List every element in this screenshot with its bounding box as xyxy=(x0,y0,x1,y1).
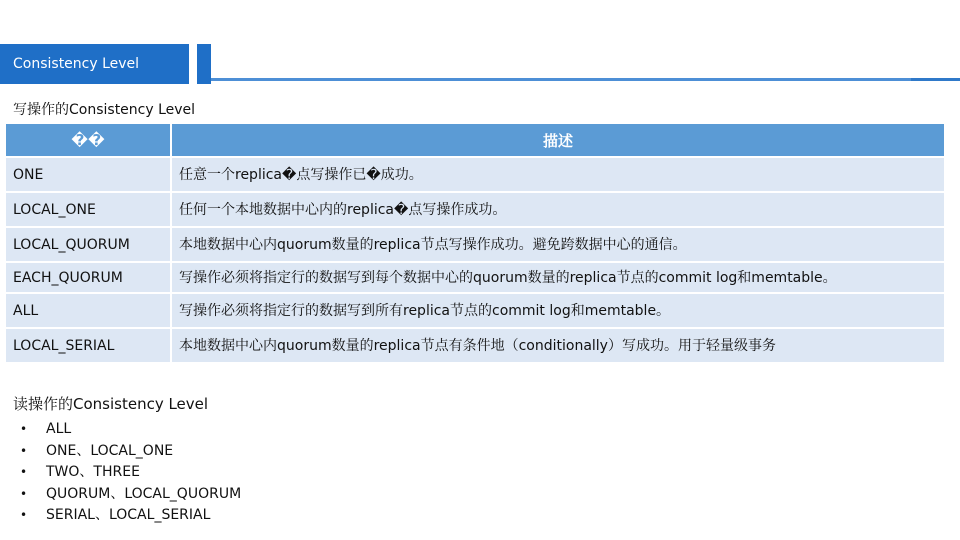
description-cell: 任何一个本地数据中心内的replica�点写操作成功。 xyxy=(172,193,944,226)
read-levels-list xyxy=(20,419,241,527)
list-item xyxy=(20,484,241,506)
read-section-title: 读操作的Consistency Level xyxy=(13,395,209,413)
bullet-icon: • xyxy=(20,486,28,501)
title-accent-block xyxy=(197,44,211,84)
list-item-label: SERIAL、LOCAL_SERIAL xyxy=(46,507,211,524)
write-consistency-table xyxy=(6,122,944,364)
list-item xyxy=(20,505,241,527)
list-item xyxy=(20,462,241,484)
bullet-icon: • xyxy=(20,465,28,480)
table-row xyxy=(6,329,944,362)
column-header-level: �� xyxy=(6,124,172,156)
description-cell: 写操作必须将指定行的数据写到每个数据中心的quorum数量的replica节点的commit log和memtable。 xyxy=(172,263,944,292)
level-cell: LOCAL_SERIAL xyxy=(6,329,172,362)
title-underline-end xyxy=(911,78,960,81)
bullet-icon: • xyxy=(20,443,28,458)
level-cell: ALL xyxy=(6,294,172,327)
list-item-label: TWO、THREE xyxy=(46,464,140,481)
column-header-description: 描述 xyxy=(172,124,944,156)
list-item-label: QUORUM、LOCAL_QUORUM xyxy=(46,485,242,502)
table-row xyxy=(6,263,944,292)
table-row xyxy=(6,158,944,191)
level-cell: LOCAL_QUORUM xyxy=(6,228,172,261)
list-item-label: ALL xyxy=(46,421,72,437)
table-row xyxy=(6,193,944,226)
bullet-icon: • xyxy=(20,508,28,523)
description-cell: 任意一个replica�点写操作已�成功。 xyxy=(172,158,944,191)
bullet-icon: • xyxy=(20,422,28,436)
table-row xyxy=(6,294,944,327)
list-item xyxy=(20,419,241,441)
table-header-row xyxy=(6,124,944,156)
slide-title-bar xyxy=(0,44,189,84)
description-cell: 写操作必须将指定行的数据写到所有replica节点的commit log和memtable。 xyxy=(172,294,944,327)
table-row xyxy=(6,228,944,261)
level-cell: LOCAL_ONE xyxy=(6,193,172,226)
description-cell: 本地数据中心内quorum数量的replica节点有条件地（conditionally）写成功。用于轻量级事务 xyxy=(172,329,944,362)
level-cell: ONE xyxy=(6,158,172,191)
list-item-label: ONE、LOCAL_ONE xyxy=(46,442,174,459)
list-item xyxy=(20,441,241,463)
level-cell: EACH_QUORUM xyxy=(6,263,172,292)
title-underline xyxy=(211,78,911,81)
slide-title: Consistency Level xyxy=(13,56,140,72)
description-cell: 本地数据中心内quorum数量的replica节点写操作成功。避免跨数据中心的通信。 xyxy=(172,228,944,261)
write-section-title: 写操作的Consistency Level xyxy=(13,102,196,118)
